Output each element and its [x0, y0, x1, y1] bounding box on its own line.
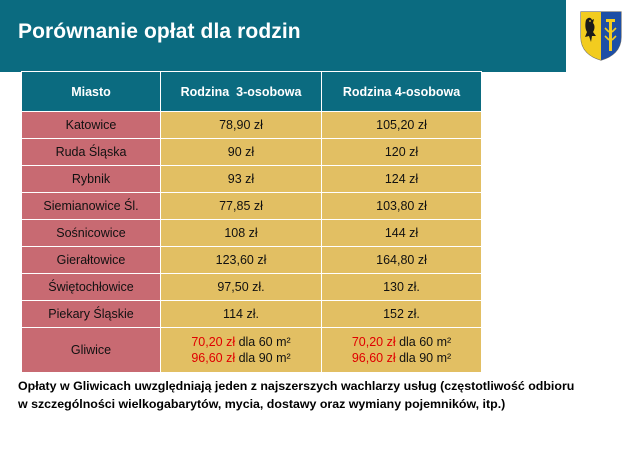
family4-fee-cell: 144 zł	[322, 220, 482, 247]
fee-amount: 96,60 zł	[351, 351, 396, 365]
family4-fee-cell: 130 zł.	[322, 274, 482, 301]
table-row	[22, 220, 482, 247]
city-cell: Piekary Śląskie	[22, 301, 161, 328]
family4-fee-cell: 124 zł	[322, 166, 482, 193]
family3-fee-cell: 123,60 zł	[161, 247, 322, 274]
title-bar	[0, 0, 566, 72]
fee-line-60m2	[161, 334, 321, 350]
table-row	[22, 274, 482, 301]
table-header-row	[22, 72, 482, 112]
family3-fee-cell	[161, 328, 322, 373]
table-row	[22, 166, 482, 193]
table-row-gliwice	[22, 328, 482, 373]
coat-of-arms-icon	[579, 11, 623, 61]
family4-fee-cell: 152 zł.	[322, 301, 482, 328]
footnote	[18, 377, 618, 413]
column-header-family4: Rodzina 4-osobowa	[322, 72, 482, 112]
footnote-line: Opłaty w Gliwicach uwzględniają jeden z najszerszych wachlarzy usług (częstotliwość odbioru	[18, 379, 575, 393]
fee-line-60m2	[322, 334, 481, 350]
table-row	[22, 139, 482, 166]
family3-fee-cell: 108 zł	[161, 220, 322, 247]
footnote-line: w szczególności wielkogabarytów, mycia, dostawy oraz wymiany pojemników, itp.)	[18, 397, 506, 411]
city-cell: Gliwice	[22, 328, 161, 373]
family3-fee-cell: 97,50 zł.	[161, 274, 322, 301]
table-row	[22, 193, 482, 220]
fee-area-label: dla 90 m²	[395, 351, 452, 365]
fee-amount: 70,20 zł	[351, 335, 396, 349]
fee-line-90m2	[161, 350, 321, 366]
city-cell: Siemianowice Śl.	[22, 193, 161, 220]
fee-area-label: dla 60 m²	[235, 335, 291, 349]
family3-fee-cell: 114 zł.	[161, 301, 322, 328]
family4-fee-cell: 105,20 zł	[322, 112, 482, 139]
family4-fee-cell: 103,80 zł	[322, 193, 482, 220]
city-cell: Rybnik	[22, 166, 161, 193]
city-cell: Gierałtowice	[22, 247, 161, 274]
family3-fee-cell: 90 zł	[161, 139, 322, 166]
city-cell: Świętochłowice	[22, 274, 161, 301]
family3-fee-cell: 93 zł	[161, 166, 322, 193]
fee-area-label: dla 90 m²	[235, 351, 291, 365]
family4-fee-cell: 120 zł	[322, 139, 482, 166]
city-cell: Sośnicowice	[22, 220, 161, 247]
family4-fee-cell	[322, 328, 482, 373]
family3-fee-cell: 77,85 zł	[161, 193, 322, 220]
family3-fee-cell: 78,90 zł	[161, 112, 322, 139]
family4-fee-cell: 164,80 zł	[322, 247, 482, 274]
city-cell: Katowice	[22, 112, 161, 139]
table-row	[22, 247, 482, 274]
fees-table	[21, 71, 482, 373]
fee-amount: 70,20 zł	[191, 335, 236, 349]
table-row	[22, 301, 482, 328]
column-header-city: Miasto	[22, 72, 161, 112]
table-row	[22, 112, 482, 139]
column-header-family3: Rodzina 3-osobowa	[161, 72, 322, 112]
fee-amount: 96,60 zł	[191, 351, 236, 365]
page-title: Porównanie opłat dla rodzin	[18, 20, 301, 43]
city-cell: Ruda Śląska	[22, 139, 161, 166]
fee-line-90m2	[322, 350, 481, 366]
fee-area-label: dla 60 m²	[395, 335, 452, 349]
